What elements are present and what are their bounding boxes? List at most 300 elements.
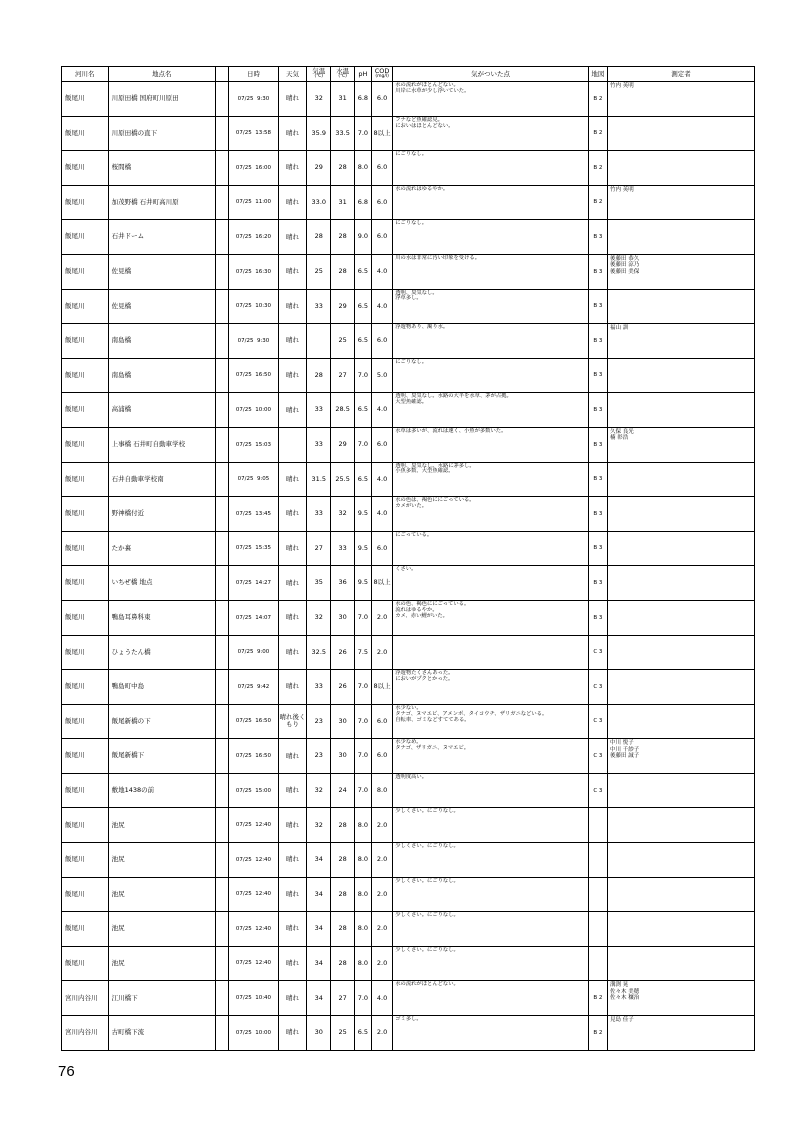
- ph-cell: [354, 324, 371, 359]
- river-name: 飯尾川: [65, 958, 85, 967]
- ph-value: 6.5: [357, 301, 369, 310]
- note-line: 透明度高い。: [395, 773, 428, 780]
- survey-time: 14:07: [255, 614, 272, 621]
- river-cell: [62, 739, 109, 774]
- table-row: [62, 912, 755, 947]
- note-line: 少しくさい。にごりなし。: [395, 808, 459, 815]
- water-temp-value: 27: [338, 993, 347, 1002]
- water-temp-value: 25.5: [335, 474, 350, 483]
- observers-cell: [608, 704, 755, 739]
- observers-cell: [608, 946, 755, 981]
- water-temp-cell: [331, 220, 354, 255]
- table-row: [62, 877, 755, 912]
- note-line: タナゴ、ヌマエビ、アメンボ、タイコウチ、ザリガニなどいる。: [395, 710, 548, 717]
- map-cell: [588, 151, 607, 186]
- notes-cell: [393, 808, 589, 843]
- observers-cell: [608, 808, 755, 843]
- ph-value: 8.0: [357, 924, 369, 933]
- cod-cell: [371, 82, 392, 117]
- water-temp-cell: [331, 358, 354, 393]
- water-temp-cell: [331, 566, 354, 601]
- ph-value: 7.5: [357, 647, 369, 656]
- water-temp-value: 26: [338, 647, 347, 656]
- datetime-cell: [229, 220, 279, 255]
- river-name: 飯尾川: [65, 785, 85, 794]
- observer-name: 佐々木 美穂: [610, 988, 640, 995]
- cod-cell: [371, 877, 392, 912]
- note-line: においがプクとかった。: [395, 676, 454, 683]
- map-ref: C 3: [593, 649, 603, 656]
- cod-value: 6.0: [376, 163, 388, 172]
- weather-cell: [278, 912, 306, 947]
- weather-cell: [278, 877, 306, 912]
- site-name: 南島橋: [111, 370, 132, 379]
- air-temp-cell: [307, 981, 331, 1016]
- survey-date: 07/25: [235, 372, 252, 379]
- cod-value: 6.0: [376, 197, 388, 206]
- survey-time: 12:40: [255, 925, 272, 932]
- notes-cell: [393, 877, 589, 912]
- observers-cell: [608, 116, 755, 151]
- survey-date: 07/25: [235, 510, 252, 517]
- site-cell: [108, 82, 215, 117]
- cod-cell: [371, 843, 392, 878]
- map-ref: B 3: [593, 441, 603, 448]
- blank-cell: [215, 1016, 228, 1051]
- observer-name: 中川 悦子: [610, 740, 634, 747]
- datetime-cell: [229, 462, 279, 497]
- blank-cell: [215, 427, 228, 462]
- datetime-cell: [229, 1016, 279, 1051]
- air-temp-cell: [307, 600, 331, 635]
- map-cell: [588, 116, 607, 151]
- header-blank: [215, 67, 228, 82]
- map-cell: [588, 739, 607, 774]
- blank-cell: [215, 704, 228, 739]
- observers-cell: [608, 531, 755, 566]
- river-name: 飯尾川: [65, 370, 85, 379]
- note-line: 透明、臭気なし。水路の大半を水草、茅が占拠。: [395, 393, 512, 400]
- cod-value: 2.0: [376, 855, 388, 864]
- water-temp-cell: [331, 393, 354, 428]
- site-cell: [108, 462, 215, 497]
- blank-cell: [215, 843, 228, 878]
- blank-cell: [215, 981, 228, 1016]
- river-name: 宮川内谷川: [65, 1028, 98, 1037]
- observer-name: 楠 彰浩: [610, 435, 629, 442]
- weather-text: 晴れ: [285, 405, 299, 414]
- air-temp-value: 32: [314, 612, 323, 621]
- cod-cell: [371, 185, 392, 220]
- note-line: 少しくさい。にごりなし。: [395, 912, 459, 919]
- weather-cell: [278, 704, 306, 739]
- header-map: 地図: [588, 67, 607, 82]
- cod-cell: [371, 808, 392, 843]
- datetime-cell: [229, 843, 279, 878]
- ph-value: 6.8: [357, 197, 369, 206]
- observer-name: 佐々木 穰治: [610, 995, 640, 1002]
- air-temp-value: 34: [314, 889, 323, 898]
- notes-cell: [393, 254, 589, 289]
- river-cell: [62, 531, 109, 566]
- ph-value: 8.0: [357, 855, 369, 864]
- cod-cell: [371, 566, 392, 601]
- table-row: [62, 254, 755, 289]
- header-site: 地点名: [108, 67, 215, 82]
- observer-name: 福山 訓: [610, 325, 629, 332]
- river-name: 飯尾川: [65, 509, 85, 518]
- site-cell: [108, 981, 215, 1016]
- ph-value: 6.5: [357, 474, 369, 483]
- survey-date: 07/25: [235, 1029, 252, 1036]
- cod-cell: [371, 635, 392, 670]
- table-row: [62, 773, 755, 808]
- map-cell: [588, 670, 607, 705]
- air-temp-cell: [307, 497, 331, 532]
- weather-cell: [278, 116, 306, 151]
- river-name: 飯尾川: [65, 716, 85, 725]
- header-water-temp-unit: (℃): [338, 74, 347, 80]
- blank-cell: [215, 324, 228, 359]
- water-temp-value: 28: [338, 820, 347, 829]
- notes-cell: [393, 462, 589, 497]
- survey-time: 9:30: [256, 95, 270, 102]
- weather-text: もり: [285, 720, 299, 729]
- datetime-cell: [229, 704, 279, 739]
- table-row: [62, 531, 755, 566]
- air-temp-value: 34: [314, 958, 323, 967]
- ph-value: 7.0: [357, 716, 369, 725]
- water-temp-value: 25: [338, 1028, 347, 1037]
- observer-name: 竹内 英明: [610, 186, 634, 193]
- site-cell: [108, 739, 215, 774]
- ph-value: 8.0: [357, 163, 369, 172]
- note-line: 透明、臭気なし。: [395, 289, 438, 296]
- map-cell: [588, 808, 607, 843]
- datetime-cell: [229, 82, 279, 117]
- water-temp-cell: [331, 773, 354, 808]
- river-name: 飯尾川: [65, 232, 85, 241]
- header-observers: 測定者: [608, 67, 755, 82]
- header-water-temp: [331, 67, 354, 82]
- weather-cell: [278, 151, 306, 186]
- cod-value: 8以上: [373, 128, 391, 137]
- survey-time: 15:35: [255, 545, 272, 552]
- air-temp-cell: [307, 739, 331, 774]
- ph-cell: [354, 912, 371, 947]
- cod-cell: [371, 358, 392, 393]
- note-line: 水の流れはゆるやか。: [395, 185, 449, 192]
- water-temp-cell: [331, 739, 354, 774]
- weather-cell: [278, 773, 306, 808]
- table-row: [62, 82, 755, 117]
- river-cell: [62, 981, 109, 1016]
- site-name: 池尻: [111, 820, 125, 829]
- map-ref: B 3: [593, 406, 603, 413]
- river-cell: [62, 358, 109, 393]
- water-temp-cell: [331, 185, 354, 220]
- water-temp-cell: [331, 151, 354, 186]
- notes-cell: [393, 82, 589, 117]
- cod-cell: [371, 670, 392, 705]
- weather-cell: [278, 220, 306, 255]
- weather-text: 晴れ: [285, 198, 299, 206]
- survey-date: 07/25: [237, 337, 254, 344]
- water-temp-value: 28: [338, 924, 347, 933]
- header-cod-unit: (mg/l): [375, 74, 389, 80]
- observers-cell: [608, 497, 755, 532]
- water-temp-cell: [331, 635, 354, 670]
- river-name: 飯尾川: [65, 336, 85, 345]
- river-name: 飯尾川: [65, 543, 85, 552]
- weather-cell: [278, 981, 306, 1016]
- cod-value: 2.0: [376, 647, 388, 656]
- river-name: 飯尾川: [65, 682, 85, 691]
- river-name: 飯尾川: [65, 267, 85, 276]
- site-cell: [108, 1016, 215, 1051]
- map-cell: [588, 324, 607, 359]
- header-air-temp-unit: (℃): [314, 74, 324, 80]
- site-name: 川原田橋の直下: [111, 128, 158, 137]
- header-air-temp: [307, 67, 331, 82]
- survey-date: 07/25: [235, 406, 252, 413]
- ph-value: 9.5: [357, 509, 369, 518]
- survey-time: 16:50: [255, 752, 272, 759]
- blank-cell: [215, 877, 228, 912]
- note-line: 水少なめ。: [395, 739, 422, 746]
- river-cell: [62, 600, 109, 635]
- water-temp-cell: [331, 670, 354, 705]
- site-cell: [108, 289, 215, 324]
- map-ref: C 3: [593, 787, 603, 794]
- river-cell: [62, 497, 109, 532]
- notes-cell: [393, 635, 589, 670]
- blank-cell: [215, 566, 228, 601]
- datetime-cell: [229, 427, 279, 462]
- water-temp-value: 33.5: [335, 128, 350, 137]
- ph-value: 9.5: [357, 543, 369, 552]
- weather-text: 晴れ: [285, 889, 299, 898]
- weather-cell: [278, 600, 306, 635]
- map-cell: [588, 82, 607, 117]
- note-line: 少しくさい。にごりなし。: [395, 877, 459, 884]
- observers-cell: [608, 427, 755, 462]
- observers-cell: [608, 1016, 755, 1051]
- site-name: 古町橋下流: [111, 1028, 145, 1037]
- observers-cell: [608, 289, 755, 324]
- observers-cell: [608, 843, 755, 878]
- map-cell: [588, 566, 607, 601]
- blank-cell: [215, 635, 228, 670]
- water-temp-value: 28: [338, 855, 347, 864]
- river-name: 飯尾川: [65, 751, 85, 760]
- air-temp-cell: [307, 151, 331, 186]
- note-line: 透明、臭気なし。水路に茅多し。: [395, 462, 475, 469]
- note-line: 浮草多し。: [395, 295, 422, 302]
- air-temp-value: 32: [314, 820, 323, 829]
- survey-date: 07/25: [235, 441, 252, 448]
- header-air-temp-label: 気温: [312, 67, 326, 76]
- river-name: 飯尾川: [65, 163, 85, 172]
- site-cell: [108, 531, 215, 566]
- observers-cell: [608, 600, 755, 635]
- table-row: [62, 289, 755, 324]
- observers-cell: [608, 981, 755, 1016]
- cod-cell: [371, 393, 392, 428]
- site-name: 高浦橋: [111, 405, 132, 414]
- ph-cell: [354, 635, 371, 670]
- blank-cell: [215, 739, 228, 774]
- site-cell: [108, 877, 215, 912]
- survey-time: 9:00: [256, 649, 270, 656]
- river-cell: [62, 704, 109, 739]
- datetime-cell: [229, 324, 279, 359]
- map-ref: B 2: [593, 995, 603, 1002]
- weather-cell: [278, 497, 306, 532]
- observers-cell: [608, 635, 755, 670]
- note-line: 川岸に水草が少し浮いていた。: [395, 87, 470, 94]
- cod-cell: [371, 704, 392, 739]
- river-name: 飯尾川: [65, 197, 85, 206]
- weather-text: 晴れ: [285, 924, 299, 933]
- datetime-cell: [229, 566, 279, 601]
- survey-time: 9:05: [256, 476, 270, 483]
- ph-cell: [354, 566, 371, 601]
- blank-cell: [215, 808, 228, 843]
- blank-cell: [215, 670, 228, 705]
- table-row: [62, 946, 755, 981]
- river-cell: [62, 220, 109, 255]
- river-name: 飯尾川: [65, 301, 85, 310]
- observer-name: 後藤田 恭久: [610, 255, 640, 262]
- note-line: カメがいた。: [395, 503, 428, 510]
- note-line: 水の流れがほとんどない。: [395, 82, 459, 88]
- cod-value: 6.0: [376, 440, 388, 448]
- note-line: 川の水は非常に汚い印象を受ける。: [395, 254, 480, 261]
- survey-date: 07/25: [235, 718, 252, 725]
- cod-cell: [371, 220, 392, 255]
- cod-cell: [371, 1016, 392, 1051]
- datetime-cell: [229, 185, 279, 220]
- map-cell: [588, 254, 607, 289]
- datetime-cell: [229, 358, 279, 393]
- water-temp-cell: [331, 704, 354, 739]
- river-name: 飯尾川: [65, 128, 85, 137]
- header-ph: pH: [354, 67, 371, 82]
- water-temp-value: 36: [338, 578, 347, 587]
- map-ref: B 3: [593, 579, 603, 586]
- site-cell: [108, 843, 215, 878]
- note-line: 水草は多いが、流れは速く、小魚が多数いた。: [395, 427, 507, 434]
- river-cell: [62, 254, 109, 289]
- ph-value: 6.5: [357, 405, 369, 414]
- datetime-cell: [229, 289, 279, 324]
- ph-cell: [354, 946, 371, 981]
- note-line: カメ、赤い鯉がいた。: [395, 612, 448, 619]
- water-temp-cell: [331, 981, 354, 1016]
- blank-cell: [215, 358, 228, 393]
- site-cell: [108, 946, 215, 981]
- ph-value: 8.0: [357, 958, 369, 967]
- cod-value: 6.0: [376, 232, 388, 241]
- site-cell: [108, 324, 215, 359]
- survey-time: 10:40: [255, 995, 272, 1002]
- weather-cell: [278, 82, 306, 117]
- ph-value: 7.0: [357, 751, 369, 760]
- weather-text: 晴れ: [285, 509, 299, 518]
- site-cell: [108, 773, 215, 808]
- note-line: にごっている。: [395, 531, 433, 538]
- river-cell: [62, 116, 109, 151]
- site-name: 上事橋 石井町自動車学校: [111, 440, 186, 448]
- river-name: 飯尾川: [65, 474, 85, 483]
- map-ref: B 2: [593, 130, 603, 137]
- datetime-cell: [229, 808, 279, 843]
- note-line: ゴミ多し。: [395, 1016, 422, 1023]
- survey-time: 16:50: [255, 718, 272, 725]
- ph-cell: [354, 358, 371, 393]
- header-river: 河川名: [62, 67, 109, 82]
- cod-value: 4.0: [376, 301, 388, 310]
- table-row: [62, 185, 755, 220]
- survey-time: 13:58: [255, 130, 272, 137]
- notes-cell: [393, 600, 589, 635]
- air-temp-cell: [307, 704, 331, 739]
- river-cell: [62, 151, 109, 186]
- survey-time: 10:30: [255, 303, 272, 310]
- air-temp-value: 33: [314, 440, 323, 448]
- ph-value: 9.5: [357, 578, 369, 587]
- blank-cell: [215, 531, 228, 566]
- cod-cell: [371, 497, 392, 532]
- ph-value: 6.5: [357, 1028, 369, 1037]
- header-datetime: 日時: [229, 67, 279, 82]
- notes-cell: [393, 497, 589, 532]
- river-name: 飯尾川: [65, 889, 85, 898]
- weather-cell: [278, 635, 306, 670]
- header-cod-label: COD: [374, 67, 390, 76]
- cod-value: 8以上: [373, 578, 391, 587]
- map-cell: [588, 773, 607, 808]
- water-temp-value: 28: [338, 163, 347, 172]
- table-row: [62, 1016, 755, 1051]
- map-ref: C 3: [593, 752, 603, 759]
- ph-cell: [354, 981, 371, 1016]
- survey-date: 07/25: [235, 787, 252, 794]
- map-cell: [588, 531, 607, 566]
- observer-name: 中川 千紗子: [610, 746, 640, 753]
- map-cell: [588, 635, 607, 670]
- map-ref: B 3: [593, 268, 603, 275]
- weather-cell: [278, 358, 306, 393]
- datetime-cell: [229, 981, 279, 1016]
- map-ref: C 3: [593, 683, 603, 690]
- air-temp-value: 31.5: [311, 474, 327, 483]
- note-line: フナなど魚確認見。: [395, 116, 443, 123]
- air-temp-cell: [307, 1016, 331, 1051]
- river-cell: [62, 324, 109, 359]
- survey-time: 9:30: [256, 337, 270, 344]
- observers-cell: [608, 358, 755, 393]
- ph-cell: [354, 1016, 371, 1051]
- notes-cell: [393, 912, 589, 947]
- weather-text: 晴れ: [285, 336, 299, 345]
- datetime-cell: [229, 912, 279, 947]
- cod-value: 6.0: [376, 336, 388, 345]
- site-name: 鴨島町中島: [111, 682, 145, 691]
- site-name: 池尻: [111, 924, 125, 933]
- note-line: 水の色は、褐色ににごっている。: [395, 497, 475, 504]
